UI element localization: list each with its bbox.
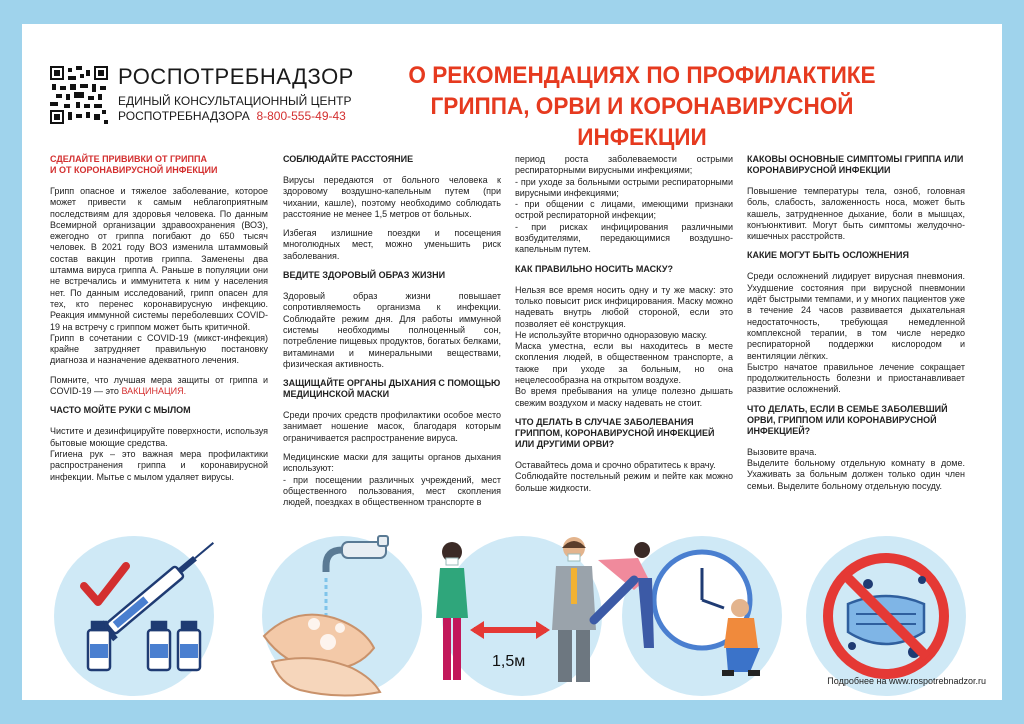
- consult-center: [118, 94, 351, 124]
- distance-illustration: [436, 536, 602, 696]
- paragraph: Маска уместна, если вы находитесь в месте скопления людей, в общественном транспорте, а также при уходе за больным, но она нецелесообразна на открытом воздухе.: [515, 341, 733, 386]
- column-distance: [283, 154, 501, 517]
- heading-vaccination-line2: И ОТ КОРОНАВИРУСНОЙ ИНФЕКЦИИ: [50, 165, 218, 175]
- heading-family-sick: ЧТО ДЕЛАТЬ, ЕСЛИ В СЕМЬЕ ЗАБОЛЕВШИЙ ОРВИ, ГРИППОМ ИЛИ КОРОНАВИРУСНОЙ ИНФЕКЦИЕЙ?: [747, 403, 948, 436]
- footer-link: Подробнее на www.rospotrebnadzor.ru: [827, 676, 986, 686]
- handwashing-illustration: [262, 536, 422, 696]
- paragraph: - при посещении различных учреждений, мест общественного пользования, мест скопления людей, поездках в общественном транспорте в: [283, 474, 501, 508]
- page-title-line1: О РЕКОМЕНДАЦИЯХ ПО ПРОФИЛАКТИКЕ: [408, 62, 876, 89]
- paragraph: Нельзя все время носить одну и ту же маску: это только повысит риск инфицирования. Маску можно надевать внутрь любой стороной, если это позволяет её конструкция.: [515, 284, 733, 329]
- vaccination-reminder: Помните, что лучшая мера защиты от гриппа и COVID-19 — это: [50, 374, 268, 397]
- heading-vaccination: [50, 154, 268, 176]
- paragraph: - при уходе за больными острыми респираторными вирусными инфекциями;: [515, 176, 733, 198]
- paragraph: Во время пребывания на улице полезно дышать свежим воздухом и маску надевать не стоит.: [515, 386, 733, 408]
- vaccine-illustration: [54, 534, 220, 696]
- page-title-line2: ГРИППА, ОРВИ И КОРОНАВИРУСНОЙ ИНФЕКЦИИ: [430, 93, 854, 151]
- column-symptoms: [747, 154, 965, 500]
- consult-center-line1: ЕДИНЫЙ КОНСУЛЬТАЦИОННЫЙ ЦЕНТР: [118, 94, 352, 108]
- paragraph: Быстро начатое правильное лечение сокращает продолжительность болезни и приостанавливает развитие осложнений.: [747, 361, 965, 395]
- paragraph: - при рисках инфицирования различными возбудителями, передающимися воздушно-капельным путем.: [515, 221, 733, 255]
- heading-handwashing: ЧАСТО МОЙТЕ РУКИ С МЫЛОМ: [50, 405, 191, 416]
- paragraph: Вирусы передаются от больного человека к здоровому воздушно-капельным путем (при чихании, кашле), поэтому необходимо соблюдать расстояние не менее 1,5 метров от больных.: [283, 175, 501, 219]
- paragraph: Выделите больному отдельную комнату в доме. Ухаживать за больным должен только один член семьи. Выделите больному отдельную посуду.: [747, 458, 965, 491]
- paragraph: Среди осложнений лидирует вирусная пневмония. Ухудшение состояния при вирусной пневмонии идёт быстрыми темпами, и у многих пациентов уже в течение 24 часов развивается дыхательная недостаточность, требующая немедленной комплексной терапии, в том числе нередко респираторной поддержки кислородом и вентиляции лёгких.: [747, 271, 965, 361]
- paragraph: Повышение температуры тела, озноб, головная боль, слабость, заложенность носа, может быть кашель, затрудненное дыхание, боли в мышцах, конъюнктивит. Могут быть симптомы желудочно-кишечных расстройств.: [747, 186, 965, 242]
- paragraph: [50, 375, 268, 398]
- column-mask: [515, 154, 733, 502]
- paragraph: Медицинские маски для защиты органов дыхания используют:: [283, 452, 501, 474]
- paragraph: Вызовите врача.: [747, 446, 817, 457]
- vaccination-highlight: ВАКЦИНАЦИЯ.: [121, 386, 187, 397]
- consult-center-line2: РОСПОТРЕБНАДЗОРА: [118, 109, 250, 123]
- hotline-phone: 8-800-555-49-43: [256, 109, 346, 123]
- paragraph: период роста заболеваемости острыми респираторными вирусными инфекциями;: [515, 154, 733, 176]
- paragraph: - при общении с лицами, имеющими признаки острой респираторной инфекции;: [515, 199, 733, 221]
- brand-name: РОСПОТРЕБНАДЗОР: [118, 64, 354, 89]
- paragraph: Среди прочих средств профилактики особое место занимает ношение масок, благодаря которым ограничивается распространение вируса.: [283, 410, 501, 443]
- heading-healthy-lifestyle: ВЕДИТЕ ЗДОРОВЫЙ ОБРАЗ ЖИЗНИ: [283, 270, 446, 281]
- heading-mask-howto: КАК ПРАВИЛЬНО НОСИТЬ МАСКУ?: [515, 263, 673, 274]
- heading-if-sick: ЧТО ДЕЛАТЬ В СЛУЧАЕ ЗАБОЛЕВАНИЯ ГРИППОМ, КОРОНАВИРУСНОЙ ИНФЕКЦИЕЙ ИЛИ ДРУГИМИ ОРВИ?: [515, 416, 715, 449]
- heading-symptoms: КАКОВЫ ОСНОВНЫЕ СИМПТОМЫ ГРИППА ИЛИ КОРОНАВИРУСНОЙ ИНФЕКЦИИ: [747, 154, 964, 175]
- heading-vaccination-line1: СДЕЛАЙТЕ ПРИВИВКИ ОТ ГРИППА: [50, 154, 207, 164]
- paragraph: Оставайтесь дома и срочно обратитесь к врачу.: [515, 459, 716, 470]
- paragraph: Гигиена рук – это важная мера профилактики распространения гриппа и коронавирусной инфекции. Мытье с мылом удаляет вирусы.: [50, 448, 268, 482]
- paragraph: Избегая излишние поездки и посещения многолюдных мест, можно уменьшить риск заболевания.: [283, 228, 501, 261]
- distance-label: 1,5м: [492, 653, 526, 670]
- heading-distance: СОБЛЮДАЙТЕ РАССТОЯНИЕ: [283, 154, 414, 164]
- paragraph: Соблюдайте постельный режим и пейте как можно больше жидкости.: [515, 471, 733, 493]
- heading-mask-protection: ЗАЩИЩАЙТЕ ОРГАНЫ ДЫХАНИЯ С ПОМОЩЬЮ МЕДИЦИНСКОЙ МАСКИ: [283, 378, 501, 400]
- paragraph: Грипп в сочетании с COVID-19 (микст-инфекция) крайне затрудняет правильную постановку диагноза и назначение адекватного лечения.: [50, 332, 268, 366]
- paragraph: Грипп опасное и тяжелое заболевание, которое может привести к самым неблагоприятным последствиям для здоровья человека. По данным Всемирной организации здравоохранения (ВОЗ), ежегодно от гриппа погибают до 650 тысяч человек. В 2021 году ВОЗ изменила штаммовый состав вакцин против гриппа. Заменены два штамма вируса гриппа А. Раньше в популяции они не встречались и иммунитета к ним у населения нет. По данным исследований, грипп опасен для тех, кто перенес коронавирусную инфекцию. Реакция иммунной системы переболевших COVID-19 на встречу с гриппом может быть критичной.: [50, 186, 268, 332]
- qr-code: [50, 66, 108, 124]
- paragraph: Не используйте вторично одноразовую маску.: [515, 329, 708, 340]
- heading-complications: КАКИЕ МОГУТ БЫТЬ ОСЛОЖНЕНИЯ: [747, 250, 909, 261]
- poster-sheet: [22, 24, 1002, 700]
- page-title: [379, 60, 905, 153]
- mask-illustration: [806, 536, 966, 696]
- lifestyle-illustration: [594, 536, 782, 696]
- column-vaccination: [50, 154, 268, 491]
- paragraph: Чистите и дезинфицируйте поверхности, используя бытовые моющие средства.: [50, 426, 268, 448]
- paragraph: Здоровый образ жизни повышает сопротивляемость организма к инфекции. Соблюдайте режим дня. Для работы иммунной системы необходимы полноценный сон, потребление пищевых продуктов, богатых белками, витаминами и минеральными веществами, физическая активность.: [283, 291, 501, 369]
